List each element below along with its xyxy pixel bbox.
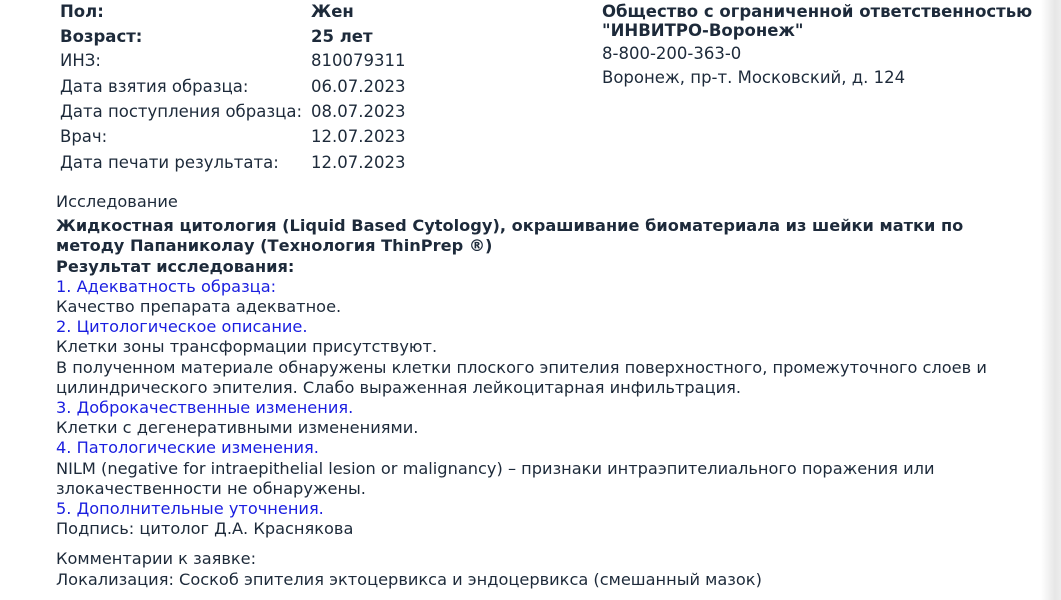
sample-received-value: 08.07.2023 xyxy=(311,102,406,121)
org-address: Воронеж, пр-т. Московский, д. 124 xyxy=(602,68,906,87)
org-phone: 8-800-200-363-0 xyxy=(602,44,742,63)
sex-value: Жен xyxy=(311,2,354,21)
comments-text: Локализация: Соскоб эпителия эктоцервикса и эндоцервикса (смешанный мазок) xyxy=(56,569,762,589)
page-edge-shadow xyxy=(1041,0,1061,600)
org-name-line1: Общество с ограниченной ответственностью xyxy=(602,2,1033,21)
print-date-label: Дата печати результата: xyxy=(60,153,279,172)
section-text: В полученном материале обнаружены клетки плоского эпителия поверхностного, промежуточного слоев и цилиндрического эпителия. Слабо выраженная лейкоцитарная инфильтрация. xyxy=(56,357,987,397)
print-date-value: 12.07.2023 xyxy=(311,153,406,172)
study-title: Жидкостная цитология (Liquid Based Cytology), окрашивание биоматериала из шейки матки по методу Папаниколау (Технология ThinPrep ®) xyxy=(56,216,964,256)
section-heading-adequacy: 1. Адекватность образца: xyxy=(56,276,277,296)
doctor-value: 12.07.2023 xyxy=(311,127,406,146)
section-heading-cytology: 2. Цитологическое описание. xyxy=(56,317,308,337)
inz-label: ИНЗ: xyxy=(60,51,101,70)
study-label: Исследование xyxy=(56,192,178,211)
section-heading-pathologic: 4. Патологические изменения. xyxy=(56,438,319,458)
section-heading-additional: 5. Дополнительные уточнения. xyxy=(56,499,324,519)
section-text: Клетки зоны трансформации присутствуют. xyxy=(56,337,438,357)
sample-received-label: Дата поступления образца: xyxy=(60,102,302,121)
section-text: Качество препарата адекватное. xyxy=(56,297,342,317)
section-heading-benign: 3. Доброкачественные изменения. xyxy=(56,398,354,418)
section-text: Клетки с дегенеративными изменениями. xyxy=(56,418,419,438)
age-value: 25 лет xyxy=(311,27,373,46)
study-body xyxy=(56,192,1031,590)
org-name-line2: "ИНВИТРО-Воронеж" xyxy=(602,21,804,40)
sex-label: Пол: xyxy=(60,2,104,21)
section-text: NILM (negative for intraepithelial lesion or malignancy) – признаки интраэпителиального поражения или злокачественности не обнаружены. xyxy=(56,458,935,498)
result-heading: Результат исследования: xyxy=(56,256,295,276)
signature-text: Подпись: цитолог Д.А. Краснякова xyxy=(56,519,354,539)
age-label: Возраст: xyxy=(60,27,143,46)
sample-taken-label: Дата взятия образца: xyxy=(60,77,249,96)
inz-value: 810079311 xyxy=(311,51,406,70)
comments-heading: Комментарии к заявке: xyxy=(56,549,257,569)
sample-taken-value: 06.07.2023 xyxy=(311,77,406,96)
doctor-label: Врач: xyxy=(60,127,108,146)
